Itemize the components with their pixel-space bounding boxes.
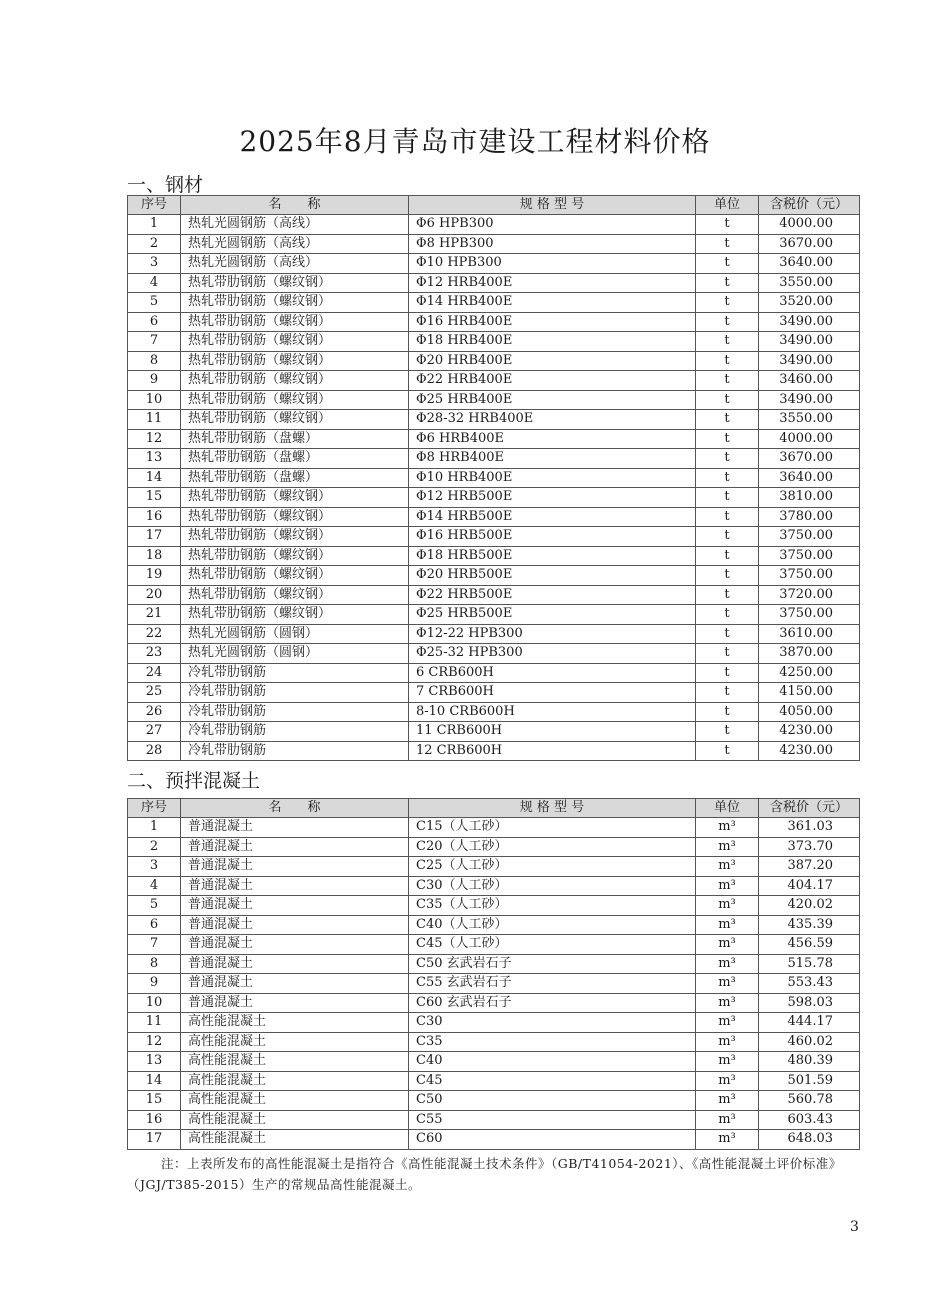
- cell-no: 3: [128, 857, 181, 877]
- cell-unit: t: [696, 215, 759, 235]
- cell-spec: Φ22 HRB500E: [409, 585, 696, 605]
- table-row: [128, 371, 860, 391]
- cell-name: 冷轧带肋钢筋: [181, 663, 409, 683]
- cell-spec: Φ25 HRB400E: [409, 390, 696, 410]
- cell-name: 热轧带肋钢筋（螺纹钢）: [181, 351, 409, 371]
- cell-name: 普通混凝土: [181, 896, 409, 916]
- cell-spec: Φ28-32 HRB400E: [409, 410, 696, 430]
- cell-unit: m³: [696, 896, 759, 916]
- cell-price: 4250.00: [759, 663, 860, 683]
- table-row: [128, 663, 860, 683]
- footnote: 注：上表所发布的高性能混凝土是指符合《高性能混凝土技术条件》（GB/T41054-2021）、《高性能混凝土评价标准》（JGJ/T385-2015）生产的常规品高性能混凝土。: [127, 1156, 842, 1192]
- cell-name: 普通混凝土: [181, 857, 409, 877]
- cell-price: 3640.00: [759, 254, 860, 274]
- cell-no: 4: [128, 273, 181, 293]
- table-row: [128, 410, 860, 430]
- cell-no: 8: [128, 351, 181, 371]
- table-row: [128, 566, 860, 586]
- cell-no: 3: [128, 254, 181, 274]
- table-row: [128, 837, 860, 857]
- cell-name: 热轧带肋钢筋（螺纹钢）: [181, 605, 409, 625]
- cell-price: 480.39: [759, 1052, 860, 1072]
- cell-spec: Φ20 HRB500E: [409, 566, 696, 586]
- cell-spec: Φ6 HPB300: [409, 215, 696, 235]
- cell-no: 5: [128, 896, 181, 916]
- table-row: [128, 332, 860, 352]
- cell-unit: t: [696, 722, 759, 742]
- cell-unit: t: [696, 273, 759, 293]
- section-heading-steel: 一、钢材: [127, 174, 204, 196]
- steel-price-table: [127, 195, 860, 761]
- cell-no: 11: [128, 1013, 181, 1033]
- cell-no: 1: [128, 215, 181, 235]
- header-name: 名 称: [181, 196, 409, 215]
- cell-spec: C30: [409, 1013, 696, 1033]
- table-row: [128, 546, 860, 566]
- table-row: [128, 215, 860, 235]
- cell-spec: Φ8 HRB400E: [409, 449, 696, 469]
- table-row: [128, 935, 860, 955]
- cell-price: 373.70: [759, 837, 860, 857]
- cell-unit: m³: [696, 876, 759, 896]
- cell-price: 3550.00: [759, 410, 860, 430]
- cell-no: 2: [128, 837, 181, 857]
- cell-unit: m³: [696, 1052, 759, 1072]
- table-row: [128, 488, 860, 508]
- cell-price: 456.59: [759, 935, 860, 955]
- cell-name: 高性能混凝土: [181, 1071, 409, 1091]
- table-row: [128, 273, 860, 293]
- cell-spec: C45（人工砂）: [409, 935, 696, 955]
- cell-name: 热轧带肋钢筋（盘螺）: [181, 429, 409, 449]
- cell-price: 4000.00: [759, 215, 860, 235]
- cell-price: 3750.00: [759, 566, 860, 586]
- cell-unit: m³: [696, 1130, 759, 1150]
- cell-no: 7: [128, 332, 181, 352]
- cell-price: 560.78: [759, 1091, 860, 1111]
- cell-unit: m³: [696, 818, 759, 838]
- cell-price: 3610.00: [759, 624, 860, 644]
- header-price: 含税价（元）: [759, 799, 860, 818]
- cell-unit: m³: [696, 837, 759, 857]
- cell-spec: C55: [409, 1110, 696, 1130]
- cell-unit: m³: [696, 1091, 759, 1111]
- table-row: [128, 624, 860, 644]
- cell-spec: C40（人工砂）: [409, 915, 696, 935]
- cell-name: 热轧光圆钢筋（高线）: [181, 254, 409, 274]
- cell-no: 14: [128, 468, 181, 488]
- cell-price: 3460.00: [759, 371, 860, 391]
- cell-spec: Φ12-22 HPB300: [409, 624, 696, 644]
- cell-spec: 8-10 CRB600H: [409, 702, 696, 722]
- table-row: [128, 312, 860, 332]
- cell-price: 3670.00: [759, 449, 860, 469]
- table-row: [128, 1110, 860, 1130]
- cell-name: 冷轧带肋钢筋: [181, 722, 409, 742]
- cell-name: 冷轧带肋钢筋: [181, 741, 409, 761]
- cell-name: 热轧带肋钢筋（螺纹钢）: [181, 273, 409, 293]
- cell-unit: t: [696, 293, 759, 313]
- cell-spec: C35: [409, 1032, 696, 1052]
- cell-price: 3490.00: [759, 332, 860, 352]
- cell-price: 420.02: [759, 896, 860, 916]
- cell-name: 普通混凝土: [181, 818, 409, 838]
- cell-name: 热轧带肋钢筋（盘螺）: [181, 468, 409, 488]
- cell-no: 19: [128, 566, 181, 586]
- cell-no: 6: [128, 915, 181, 935]
- cell-no: 22: [128, 624, 181, 644]
- cell-spec: 6 CRB600H: [409, 663, 696, 683]
- concrete-price-table: [127, 798, 860, 1150]
- cell-spec: Φ16 HRB400E: [409, 312, 696, 332]
- cell-spec: Φ18 HRB400E: [409, 332, 696, 352]
- cell-unit: m³: [696, 1071, 759, 1091]
- cell-spec: Φ25-32 HPB300: [409, 644, 696, 664]
- cell-name: 冷轧带肋钢筋: [181, 702, 409, 722]
- header-no: 序号: [128, 799, 181, 818]
- cell-spec: Φ20 HRB400E: [409, 351, 696, 371]
- cell-price: 515.78: [759, 954, 860, 974]
- cell-name: 高性能混凝土: [181, 1091, 409, 1111]
- cell-price: 4150.00: [759, 683, 860, 703]
- cell-name: 普通混凝土: [181, 993, 409, 1013]
- cell-no: 23: [128, 644, 181, 664]
- cell-unit: t: [696, 507, 759, 527]
- table-row: [128, 1091, 860, 1111]
- table-row: [128, 468, 860, 488]
- cell-no: 28: [128, 741, 181, 761]
- cell-name: 普通混凝土: [181, 935, 409, 955]
- table-header-row: [128, 196, 860, 215]
- cell-price: 3780.00: [759, 507, 860, 527]
- cell-no: 10: [128, 993, 181, 1013]
- cell-name: 热轧带肋钢筋（螺纹钢）: [181, 546, 409, 566]
- cell-price: 553.43: [759, 974, 860, 994]
- cell-unit: t: [696, 488, 759, 508]
- table-row: [128, 1013, 860, 1033]
- cell-spec: C25（人工砂）: [409, 857, 696, 877]
- header-no: 序号: [128, 196, 181, 215]
- table-row: [128, 605, 860, 625]
- cell-no: 8: [128, 954, 181, 974]
- cell-spec: Φ10 HRB400E: [409, 468, 696, 488]
- table-row: [128, 818, 860, 838]
- cell-price: 4050.00: [759, 702, 860, 722]
- table-row: [128, 585, 860, 605]
- cell-name: 普通混凝土: [181, 915, 409, 935]
- cell-unit: t: [696, 683, 759, 703]
- cell-unit: t: [696, 429, 759, 449]
- cell-name: 热轧光圆钢筋（高线）: [181, 215, 409, 235]
- cell-name: 热轧带肋钢筋（螺纹钢）: [181, 566, 409, 586]
- cell-spec: C60 玄武岩石子: [409, 993, 696, 1013]
- cell-price: 3670.00: [759, 234, 860, 254]
- cell-price: 3490.00: [759, 312, 860, 332]
- cell-spec: Φ12 HRB500E: [409, 488, 696, 508]
- cell-spec: C40: [409, 1052, 696, 1072]
- cell-no: 2: [128, 234, 181, 254]
- cell-name: 热轧带肋钢筋（螺纹钢）: [181, 410, 409, 430]
- cell-spec: C50 玄武岩石子: [409, 954, 696, 974]
- cell-no: 10: [128, 390, 181, 410]
- cell-spec: C20（人工砂）: [409, 837, 696, 857]
- table-row: [128, 449, 860, 469]
- cell-price: 3870.00: [759, 644, 860, 664]
- cell-name: 热轧带肋钢筋（螺纹钢）: [181, 507, 409, 527]
- table-row: [128, 683, 860, 703]
- cell-name: 热轧带肋钢筋（螺纹钢）: [181, 312, 409, 332]
- cell-no: 13: [128, 1052, 181, 1072]
- cell-name: 热轧带肋钢筋（盘螺）: [181, 449, 409, 469]
- cell-spec: Φ6 HRB400E: [409, 429, 696, 449]
- cell-price: 3750.00: [759, 527, 860, 547]
- cell-price: 404.17: [759, 876, 860, 896]
- cell-no: 17: [128, 527, 181, 547]
- cell-no: 7: [128, 935, 181, 955]
- header-spec: 规 格 型 号: [409, 799, 696, 818]
- cell-no: 16: [128, 1110, 181, 1130]
- cell-name: 普通混凝土: [181, 974, 409, 994]
- cell-no: 18: [128, 546, 181, 566]
- cell-price: 3720.00: [759, 585, 860, 605]
- cell-spec: C30（人工砂）: [409, 876, 696, 896]
- table-row: [128, 702, 860, 722]
- cell-spec: Φ10 HPB300: [409, 254, 696, 274]
- table-row: [128, 1130, 860, 1150]
- table-row: [128, 507, 860, 527]
- cell-unit: m³: [696, 935, 759, 955]
- cell-price: 598.03: [759, 993, 860, 1013]
- cell-price: 460.02: [759, 1032, 860, 1052]
- cell-no: 6: [128, 312, 181, 332]
- cell-unit: t: [696, 351, 759, 371]
- table-row: [128, 974, 860, 994]
- cell-unit: t: [696, 644, 759, 664]
- cell-name: 普通混凝土: [181, 837, 409, 857]
- cell-price: 387.20: [759, 857, 860, 877]
- cell-name: 热轧带肋钢筋（螺纹钢）: [181, 371, 409, 391]
- cell-unit: t: [696, 332, 759, 352]
- table-row: [128, 876, 860, 896]
- cell-price: 4000.00: [759, 429, 860, 449]
- cell-no: 15: [128, 1091, 181, 1111]
- cell-no: 9: [128, 974, 181, 994]
- cell-price: 648.03: [759, 1130, 860, 1150]
- cell-unit: t: [696, 527, 759, 547]
- cell-spec: Φ22 HRB400E: [409, 371, 696, 391]
- cell-name: 热轧带肋钢筋（螺纹钢）: [181, 332, 409, 352]
- cell-spec: Φ14 HRB500E: [409, 507, 696, 527]
- cell-no: 14: [128, 1071, 181, 1091]
- cell-spec: Φ14 HRB400E: [409, 293, 696, 313]
- header-spec: 规 格 型 号: [409, 196, 696, 215]
- table-row: [128, 1071, 860, 1091]
- table-row: [128, 527, 860, 547]
- cell-name: 热轧光圆钢筋（圆钢）: [181, 624, 409, 644]
- cell-unit: m³: [696, 1110, 759, 1130]
- cell-name: 普通混凝土: [181, 954, 409, 974]
- cell-no: 13: [128, 449, 181, 469]
- cell-name: 热轧带肋钢筋（螺纹钢）: [181, 488, 409, 508]
- cell-spec: 7 CRB600H: [409, 683, 696, 703]
- cell-price: 3750.00: [759, 605, 860, 625]
- cell-no: 17: [128, 1130, 181, 1150]
- table-row: [128, 896, 860, 916]
- table-row: [128, 1052, 860, 1072]
- header-name: 名 称: [181, 799, 409, 818]
- cell-spec: C55 玄武岩石子: [409, 974, 696, 994]
- cell-price: 4230.00: [759, 741, 860, 761]
- cell-unit: t: [696, 663, 759, 683]
- cell-price: 3640.00: [759, 468, 860, 488]
- cell-unit: t: [696, 585, 759, 605]
- cell-no: 20: [128, 585, 181, 605]
- cell-unit: t: [696, 741, 759, 761]
- table-row: [128, 644, 860, 664]
- cell-name: 热轧带肋钢筋（螺纹钢）: [181, 585, 409, 605]
- cell-spec: Φ12 HRB400E: [409, 273, 696, 293]
- cell-name: 高性能混凝土: [181, 1032, 409, 1052]
- cell-name: 高性能混凝土: [181, 1013, 409, 1033]
- cell-price: 3750.00: [759, 546, 860, 566]
- cell-spec: C15（人工砂）: [409, 818, 696, 838]
- cell-unit: t: [696, 468, 759, 488]
- cell-no: 15: [128, 488, 181, 508]
- cell-name: 冷轧带肋钢筋: [181, 683, 409, 703]
- cell-unit: t: [696, 390, 759, 410]
- table-row: [128, 293, 860, 313]
- header-unit: 单位: [696, 799, 759, 818]
- table-row: [128, 234, 860, 254]
- cell-price: 444.17: [759, 1013, 860, 1033]
- cell-unit: m³: [696, 954, 759, 974]
- cell-name: 热轧光圆钢筋（圆钢）: [181, 644, 409, 664]
- cell-name: 热轧带肋钢筋（螺纹钢）: [181, 293, 409, 313]
- table-row: [128, 1032, 860, 1052]
- cell-unit: t: [696, 410, 759, 430]
- cell-unit: m³: [696, 857, 759, 877]
- cell-no: 25: [128, 683, 181, 703]
- cell-no: 9: [128, 371, 181, 391]
- table-row: [128, 857, 860, 877]
- cell-unit: t: [696, 624, 759, 644]
- cell-spec: Φ8 HPB300: [409, 234, 696, 254]
- cell-spec: C60: [409, 1130, 696, 1150]
- cell-name: 高性能混凝土: [181, 1110, 409, 1130]
- table-row: [128, 915, 860, 935]
- cell-price: 3490.00: [759, 390, 860, 410]
- cell-name: 高性能混凝土: [181, 1130, 409, 1150]
- table-row: [128, 993, 860, 1013]
- cell-price: 435.39: [759, 915, 860, 935]
- cell-unit: t: [696, 254, 759, 274]
- cell-unit: m³: [696, 1013, 759, 1033]
- cell-unit: t: [696, 605, 759, 625]
- header-price: 含税价（元）: [759, 196, 860, 215]
- header-unit: 单位: [696, 196, 759, 215]
- cell-price: 501.59: [759, 1071, 860, 1091]
- cell-unit: t: [696, 371, 759, 391]
- table-row: [128, 390, 860, 410]
- cell-spec: 12 CRB600H: [409, 741, 696, 761]
- cell-price: 3520.00: [759, 293, 860, 313]
- cell-no: 5: [128, 293, 181, 313]
- cell-unit: t: [696, 234, 759, 254]
- table-row: [128, 254, 860, 274]
- page-title: 2025年8月青岛市建设工程材料价格: [239, 125, 711, 158]
- cell-no: 4: [128, 876, 181, 896]
- cell-name: 热轧带肋钢筋（螺纹钢）: [181, 527, 409, 547]
- cell-spec: C45: [409, 1071, 696, 1091]
- cell-unit: m³: [696, 1032, 759, 1052]
- table-row: [128, 954, 860, 974]
- cell-no: 24: [128, 663, 181, 683]
- cell-spec: C35（人工砂）: [409, 896, 696, 916]
- cell-no: 16: [128, 507, 181, 527]
- cell-no: 27: [128, 722, 181, 742]
- cell-unit: m³: [696, 915, 759, 935]
- cell-no: 26: [128, 702, 181, 722]
- cell-price: 3810.00: [759, 488, 860, 508]
- cell-price: 3490.00: [759, 351, 860, 371]
- cell-price: 4230.00: [759, 722, 860, 742]
- cell-unit: t: [696, 566, 759, 586]
- cell-spec: Φ25 HRB500E: [409, 605, 696, 625]
- cell-unit: t: [696, 546, 759, 566]
- cell-spec: 11 CRB600H: [409, 722, 696, 742]
- table-row: [128, 722, 860, 742]
- cell-name: 热轧光圆钢筋（高线）: [181, 234, 409, 254]
- cell-unit: t: [696, 702, 759, 722]
- table-row: [128, 429, 860, 449]
- cell-name: 热轧带肋钢筋（螺纹钢）: [181, 390, 409, 410]
- cell-price: 3550.00: [759, 273, 860, 293]
- cell-price: 603.43: [759, 1110, 860, 1130]
- cell-spec: Φ16 HRB500E: [409, 527, 696, 547]
- cell-unit: m³: [696, 974, 759, 994]
- cell-name: 高性能混凝土: [181, 1052, 409, 1072]
- cell-spec: C50: [409, 1091, 696, 1111]
- cell-unit: t: [696, 312, 759, 332]
- cell-no: 11: [128, 410, 181, 430]
- table-row: [128, 741, 860, 761]
- cell-price: 361.03: [759, 818, 860, 838]
- table-row: [128, 351, 860, 371]
- table-header-row: [128, 799, 860, 818]
- cell-spec: Φ18 HRB500E: [409, 546, 696, 566]
- cell-no: 1: [128, 818, 181, 838]
- cell-unit: t: [696, 449, 759, 469]
- page-number: 3: [850, 1219, 859, 1235]
- cell-no: 12: [128, 1032, 181, 1052]
- cell-unit: m³: [696, 993, 759, 1013]
- cell-no: 21: [128, 605, 181, 625]
- section-heading-concrete: 二、预拌混凝土: [127, 770, 261, 792]
- cell-no: 12: [128, 429, 181, 449]
- cell-name: 普通混凝土: [181, 876, 409, 896]
